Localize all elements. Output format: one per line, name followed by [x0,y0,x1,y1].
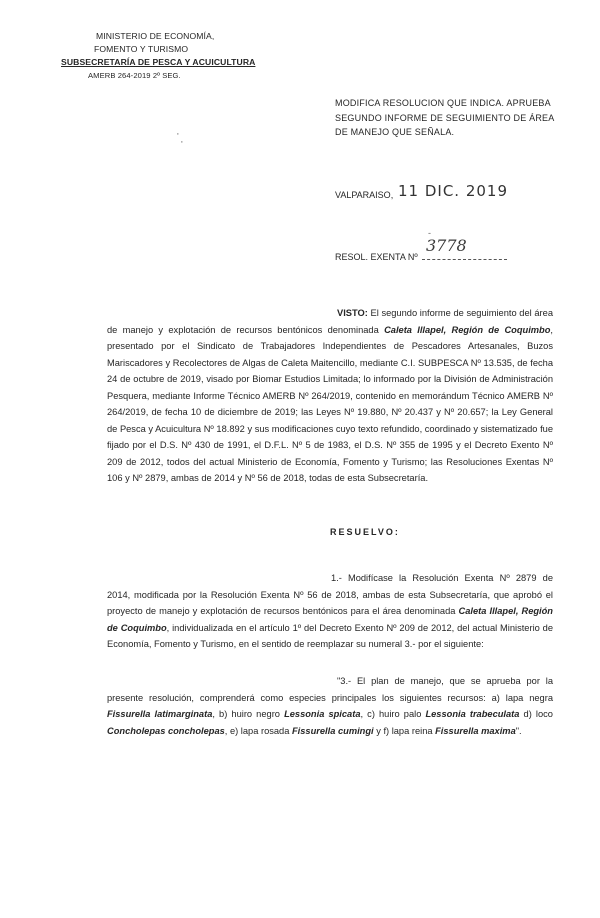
species-name: Fissurella maxima [435,725,516,736]
title-line-1: MODIFICA RESOLUCION QUE INDICA. APRUEBA [335,98,551,108]
visto-text: El segundo informe de seguimiento del área de manejo y explotación de recursos bentónicos denominada [107,308,553,335]
numeral-3-paragraph [107,673,553,739]
resuelvo-heading: RESUELVO: [330,527,400,537]
place-label: VALPARAISO, [335,190,394,200]
margin-mark: · [176,128,180,140]
letterhead [58,30,255,82]
visto-label: VISTO: [337,308,368,318]
resolution-label [335,252,507,262]
visto-area-name: Caleta Illapel, Región de Coquimbo [384,324,551,335]
point-1-text: 1.- Modifícase la Resolución Exenta Nº 2879 de 2014, modificada por la Resolución Exenta Nº 56 de 2018, ambas de esta Subsecretaría, que aprobó el proyecto de manejo y explotación de recursos bentónicos para el área denominada [107,573,553,616]
point-1-paragraph [107,570,553,653]
ministry-line: MINISTERIO DE ECONOMÍA, [96,31,215,41]
date-stamp: 11 DIC. 2019 [398,182,509,200]
quote-text: ". [515,725,522,736]
species-name: Fissurella cumingi [291,725,374,736]
visto-text-2: , presentado por el Sindicato de Trabajadores Independientes de Pescadores Artesanales, Buzos Mariscadores y Recolectores de Algas de Caleta Maitencillo, mediante C.I. SUBPESCA Nº 13.535, de fecha 24 de octubre de 2019, visado por Biomar Estudios Limitada; lo informado por la División de Administración Pesquera, mediante Informe Técnico AMERB Nº 264/2019, contenido en memorándum Técnico AMERB Nº 264/2019, de fecha 10 de diciembre de 2019; las Leyes Nº 19.880, Nº 20.437 y Nº 20.657; la Ley General de Pesca y Acuicultura Nº 18.892 y sus modificaciones cuyo texto refundido, coordinado y sistematizado fue fijado por el D.S. Nº 430 de 1991, el D.F.L. Nº 5 de 1983, el D.S. Nº 355 de 1995 y el Decreto Exento Nº 209 de 2012, todos del actual Ministerio de Economía, Fomento y Turismo; las Resoluciones Exentas Nº 106 y Nº 2879, ambas de 2014 y Nº 56 de 2018, todas de esta Subsecretaría. [107,324,554,483]
quote-text: y f) lapa reina [373,725,436,736]
point-1-text-2: , individualizada en el artículo 1º del Decreto Exento Nº 209 de 2012, del actual Ministerio de Economía, Fomento y Turismo, en el sentido de reemplazar su numeral 3.- por el siguiente: [107,622,554,649]
point-1-area-name: Caleta Illapel, Región de Coquimbo [107,606,553,633]
quote-text: d) loco [519,709,553,719]
ministry-line-2: FOMENTO Y TURISMO [94,44,189,54]
visto-paragraph [107,305,553,487]
quote-text: "3.- El plan de manejo, que se aprueba por la presente resolución, comprenderá como especies principales los siguientes recursos: a) lapa negra [107,676,553,703]
resolution-label-text: RESOL. EXENTA Nº [335,252,418,262]
species-name: Lessonia trabeculata [425,709,520,719]
quote-text: , b) huiro negro [212,709,285,719]
quote-text: , c) huiro palo [360,709,426,719]
resolution-number: 3778 [426,236,467,255]
species-name: Lessonia spicata [284,709,361,719]
title-line-3: DE MANEJO QUE SEÑALA. [335,127,455,137]
document-title [335,96,565,140]
resolution-number-line [422,258,507,260]
subsecretaria-line: SUBSECRETARÍA DE PESCA Y ACUICULTURA [61,57,256,67]
species-name: Fissurella latimarginata [107,709,213,719]
title-line-2: SEGUNDO INFORME DE SEGUIMIENTO DE ÁREA [335,112,555,123]
amerb-reference: AMERB 264-2019 2º SEG. [88,71,181,80]
species-name: Concholepas concholepas [107,725,225,736]
quote-text: , e) lapa rosada [224,725,292,736]
margin-mark: · [180,136,184,148]
margin-mark: - [428,228,431,238]
